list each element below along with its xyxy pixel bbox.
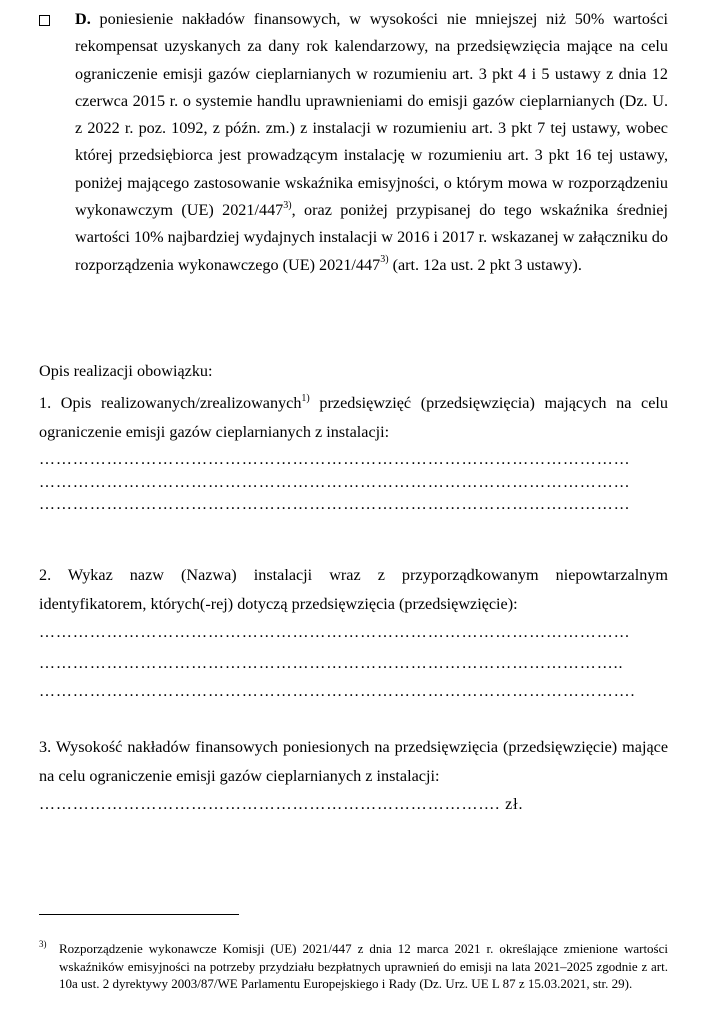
item-1-description <box>39 389 668 447</box>
item-1-fill-line-2[interactable]: …………………………………………………………………………………………… <box>39 474 631 491</box>
footnote-text: Rozporządzenie wykonawcze Komisji (UE) 2021/447 z dnia 12 marca 2021 r. określające zmienione wartości wskaźników emisyjności na potrzeby przydziału bezpłatnych uprawnień do emisji na lata 2021–2025 zgodnie z art. 10a ust. 2 dyrektywy 2003/87/WE Parlamentu Europejskiego i Rady (Dz. Urz. UE L 87 z 15.03.2021, str. 29). <box>59 941 668 991</box>
item-2-fill-line-3[interactable]: ……………………………………………………………………………………………. <box>39 683 636 700</box>
option-d-checkbox[interactable] <box>39 15 50 26</box>
item-1-text-a: 1. Opis realizowanych/zrealizowanych <box>39 394 302 412</box>
footnote-mark: 3) <box>39 939 47 949</box>
item-1-text-b: przedsięwzięć (przedsięwzięcia) mających na celu ograniczenie emisji gazów cieplarnianych z instalacji: <box>39 394 668 441</box>
item-3-amount-line <box>39 796 523 814</box>
item-1-fill-line-3[interactable]: …………………………………………………………………………………………… <box>39 496 631 513</box>
footnote-ref: 3) <box>283 199 292 211</box>
item-2-fill-line-1[interactable]: …………………………………………………………………………………………… <box>39 624 631 641</box>
currency-label: zł. <box>500 796 524 813</box>
item-1-fill-line-1[interactable]: …………………………………………………………………………………………… <box>39 451 631 468</box>
item-2-fill-line-2[interactable]: ………………………………………………………………………………………….. <box>39 655 624 672</box>
item-3-amount-field[interactable]: ………………………………………………………………………. <box>39 796 501 813</box>
item-3-description: 3. Wysokość nakładów finansowych poniesionych na przedsięwzięcia (przedsięwzięcie) mające na celu ograniczenie emisji gazów cieplarnianych z instalacji: <box>39 738 668 785</box>
option-d-paragraph <box>75 6 668 279</box>
section-heading: Opis realizacji obowiązku: <box>39 362 213 380</box>
footnote-ref: 3) <box>380 254 389 266</box>
item-2-description: 2. Wykaz nazw (Nazwa) instalacji wraz z przyporządkowanym niepowtarzalnym identyfikatorem, których(-rej) dotyczą przedsięwzięcia (przedsięwzięcie): <box>39 566 668 613</box>
footnote-ref: 1) <box>301 392 310 404</box>
option-d-text-3: (art. 12a ust. 2 pkt 3 ustawy). <box>388 255 582 274</box>
footnote-separator <box>39 914 239 915</box>
option-d-text-1: poniesienie nakładów finansowych, w wysokości nie mniejszej niż 50% wartości rekompensat uzyskanych za dany rok kalendarzowy, na przedsięwzięcia mające na celu ograniczenie emisji gazów cieplarnianych w rozumieniu art. 3 pkt 4 i 5 ustawy z dnia 12 czerwca 2015 r. o systemie handlu uprawnieniami do emisji gazów cieplarnianych (Dz. U. z 2022 r. poz. 1092, z późn. zm.) z instalacji w rozumieniu art. 3 pkt 7 tej ustawy, wobec której przedsiębiorca jest prowadzącym instalację w rozumieniu art. 3 pkt 16 tej ustawy, poniżej mającego zastosowanie wskaźnika emisyjności, o którym mowa w rozporządzeniu wykonawczym (UE) 2021/447 <box>75 10 668 220</box>
option-d-label: D. <box>75 10 91 28</box>
footnote <box>39 940 668 993</box>
option-d-text-2: , oraz poniżej przypisanej do tego wskaźnika średniej wartości 10% najbardziej wydajnych instalacji w 2016 i 2017 r. wskazanej w załączniku do rozporządzenia wykonawczego (UE) 2021/447 <box>75 201 668 274</box>
